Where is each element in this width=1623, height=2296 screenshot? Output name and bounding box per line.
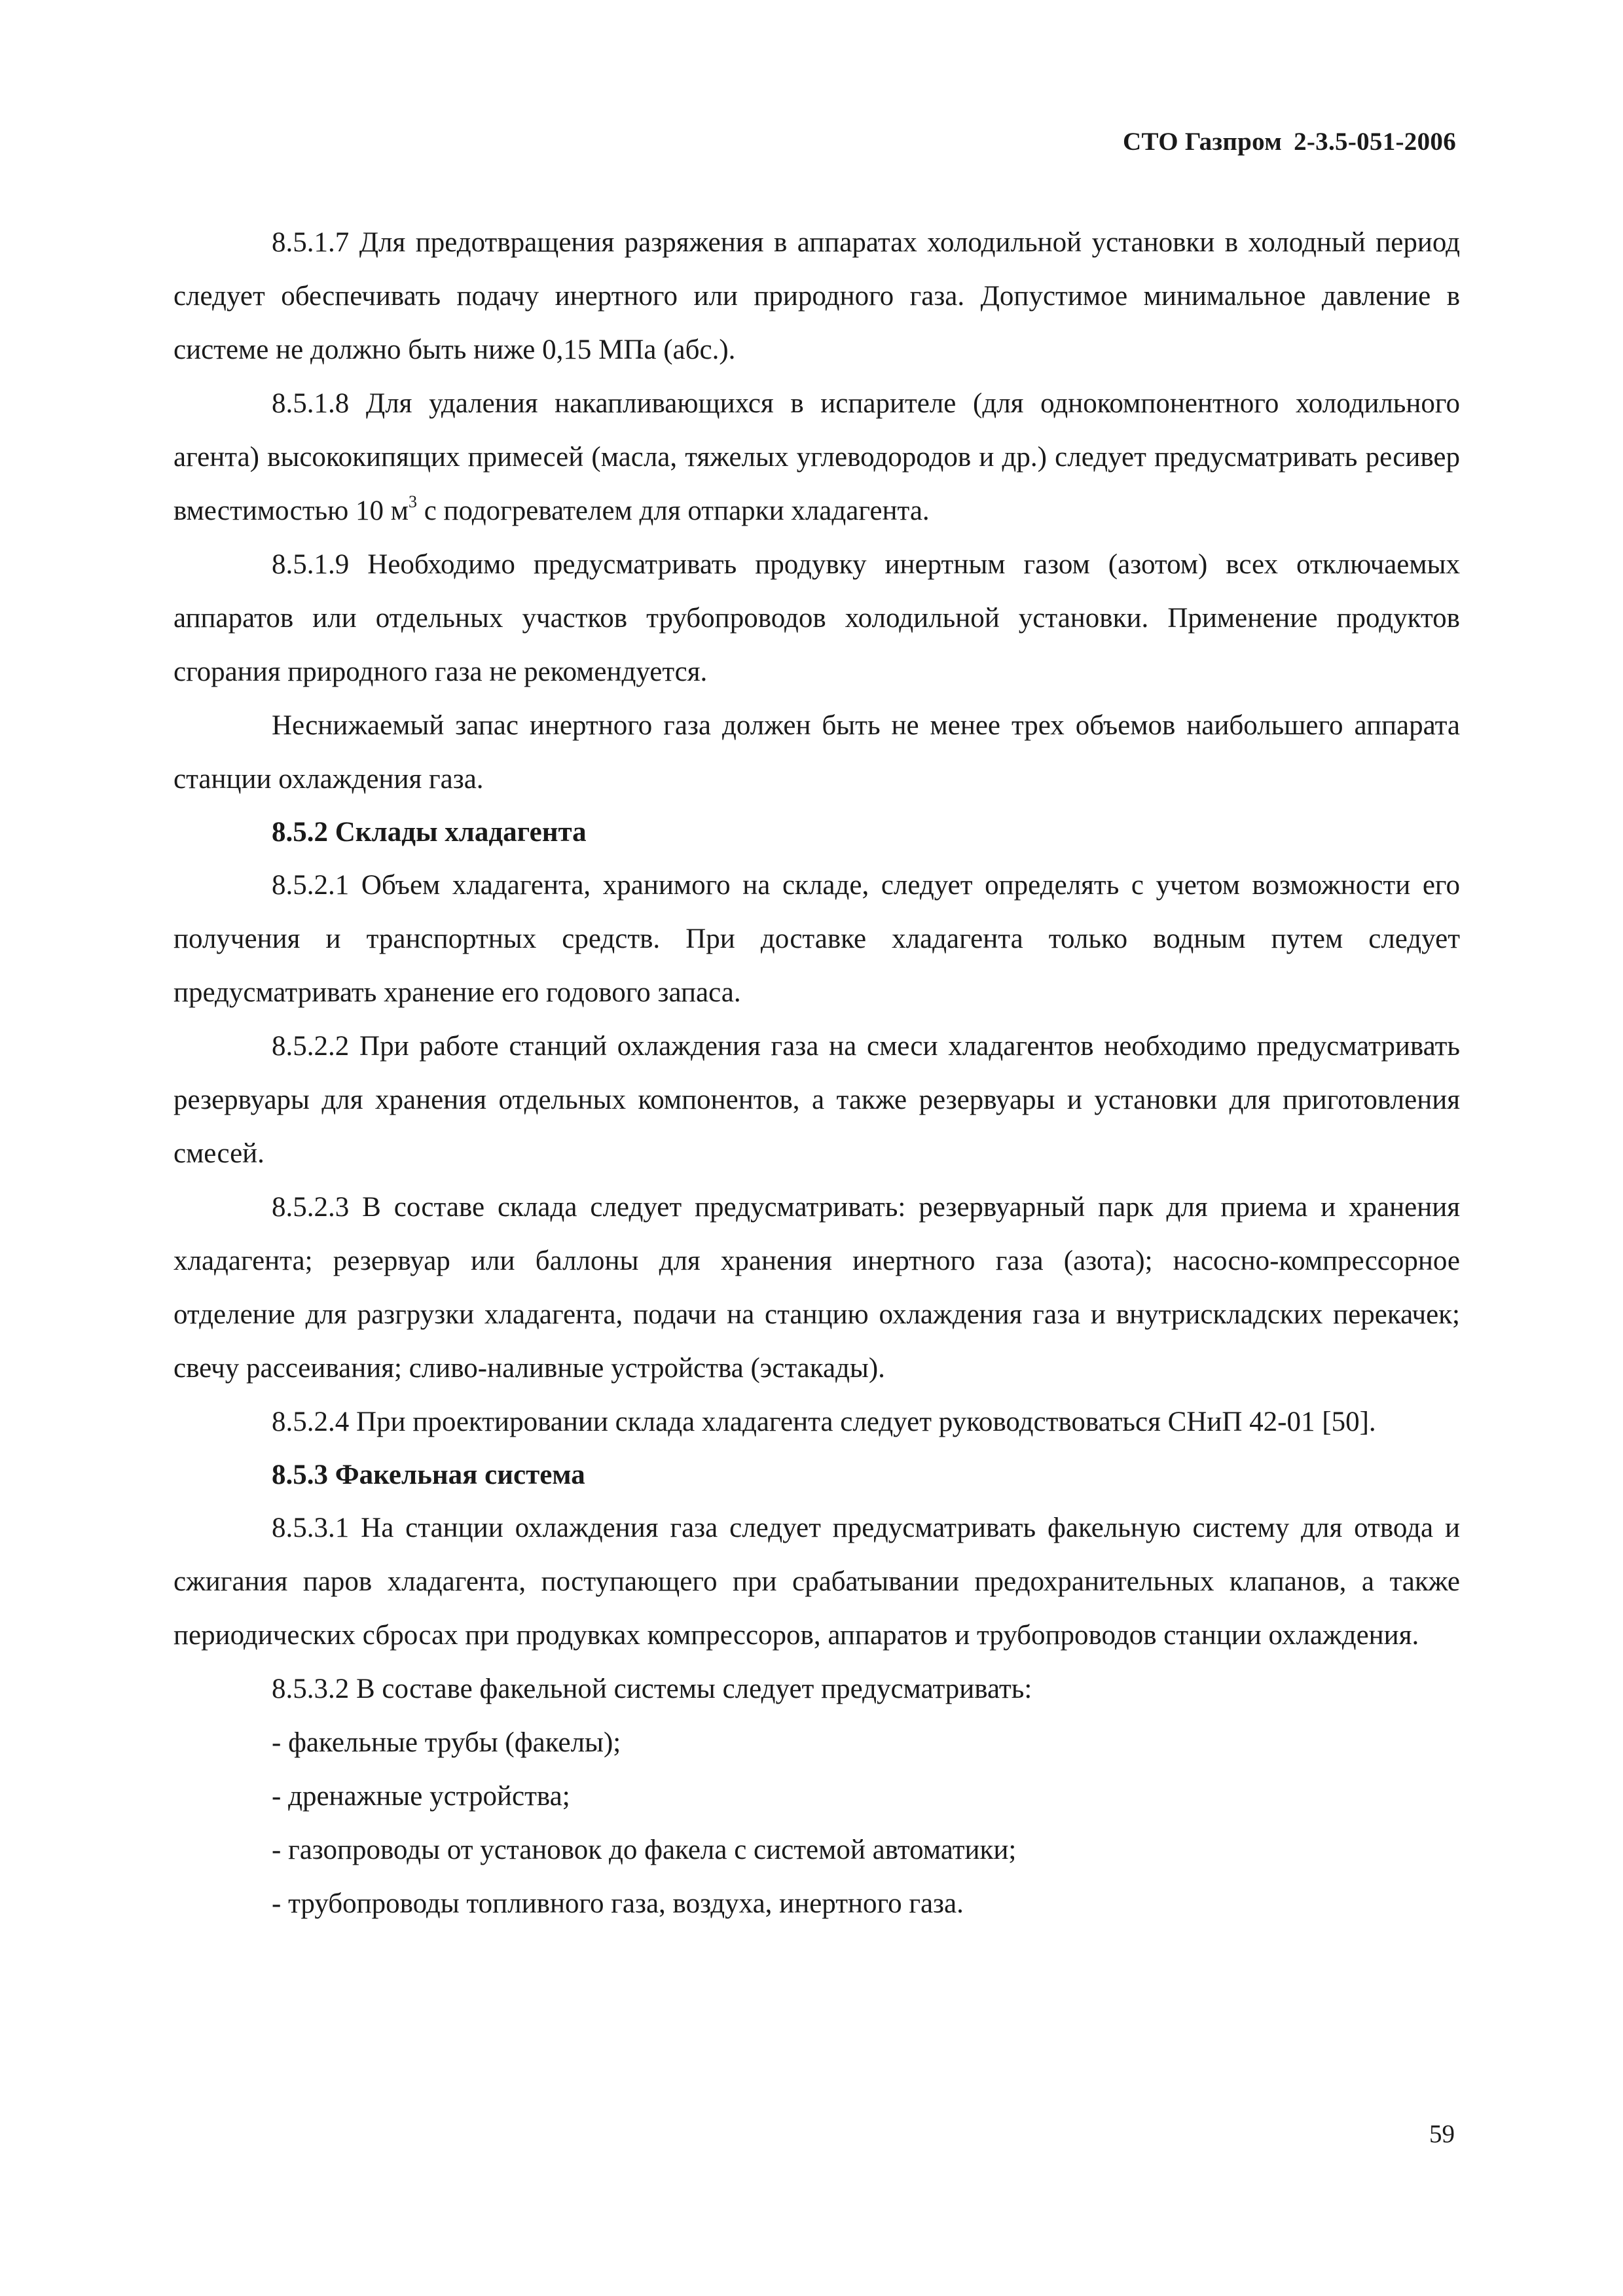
list-item: - факельные трубы (факелы);	[272, 1727, 621, 1758]
paragraph-8-5-1-8	[173, 377, 1460, 538]
list-item: - дренажные устройства;	[272, 1781, 570, 1812]
paragraph-8-5-3-2: 8.5.3.2 В составе факельной системы следует предусматривать:	[272, 1674, 1032, 1704]
paragraph-8-5-1-8-text: 8.5.1.8 Для удаления накапливающихся в испарителе (для однокомпонентного холодильного агента) высококипящих примесей (масла, тяжелых углеводородов и др.) следует предусматривать ресивер вместимостью 10 м	[173, 388, 1460, 526]
header-doc-number: 2-3.5-051-2006	[1294, 128, 1456, 156]
paragraph-8-5-1-9: 8.5.1.9 Необходимо предусматривать продувку инертным газом (азотом) всех отключаемых аппаратов или отдельных участков трубопроводов холодильной установки. Применение продуктов сгорания природного газа не рекомендуется.	[173, 549, 1460, 687]
page-header	[1123, 127, 1456, 156]
paragraph-8-5-2-3: 8.5.2.3 В составе склада следует предусматривать: резервуарный парк для приема и хранения хладагента; резервуар или баллоны для хранения инертного газа (азота); насосно-компрессорное отделение для разгрузки хладагента, подачи на станцию охлаждения газа и внутрискладских перекачек; свечу рассеивания; сливо-наливные устройства (эстакады).	[173, 1192, 1460, 1384]
superscript-cubic: 3	[408, 492, 417, 511]
paragraph-8-5-3-1: 8.5.3.1 На станции охлаждения газа следует предусматривать факельную систему для отвода и сжигания паров хладагента, поступающего при срабатывании предохранительных клапанов, а также периодических сбросах при продувках компрессоров, аппаратов и трубопроводов станции охлаждения.	[173, 1513, 1460, 1651]
section-heading-8-5-3: 8.5.3 Факельная система	[272, 1460, 585, 1490]
paragraph-8-5-1-7: 8.5.1.7 Для предотвращения разряжения в аппаратах холодильной установки в холодный период следует обеспечивать подачу инертного или природного газа. Допустимое минимальное давление в системе не должно быть ниже 0,15 МПа (абс.).	[173, 227, 1460, 365]
document-body	[173, 216, 1460, 1931]
list-item: - газопроводы от установок до факела с системой автоматики;	[272, 1835, 1017, 1865]
paragraph-8-5-1-8-text-end: с подогревателем для отпарки хладагента.	[416, 495, 930, 526]
page-number: 59	[1429, 2120, 1455, 2148]
header-org: СТО Газпром	[1122, 128, 1283, 156]
paragraph-8-5-2-2: 8.5.2.2 При работе станций охлаждения газа на смеси хладагентов необходимо предусматривать резервуары для хранения отдельных компонентов, а также резервуары и установки для приготовления смесей.	[173, 1031, 1460, 1169]
paragraph-8-5-2-1: 8.5.2.1 Объем хладагента, хранимого на складе, следует определять с учетом возможности его получения и транспортных средств. При доставке хладагента только водным путем следует предусматривать хранение его годового запаса.	[173, 870, 1460, 1008]
list-item: - трубопроводы топливного газа, воздуха, инертного газа.	[272, 1888, 964, 1919]
paragraph-8-5-2-4: 8.5.2.4 При проектировании склада хладагента следует руководствоваться СНиП 42-01 [50].	[272, 1407, 1376, 1437]
paragraph-reserve: Неснижаемый запас инертного газа должен быть не менее трех объемов наибольшего аппарата станции охлаждения газа.	[173, 710, 1460, 795]
section-heading-8-5-2: 8.5.2 Склады хладагента	[272, 817, 587, 848]
